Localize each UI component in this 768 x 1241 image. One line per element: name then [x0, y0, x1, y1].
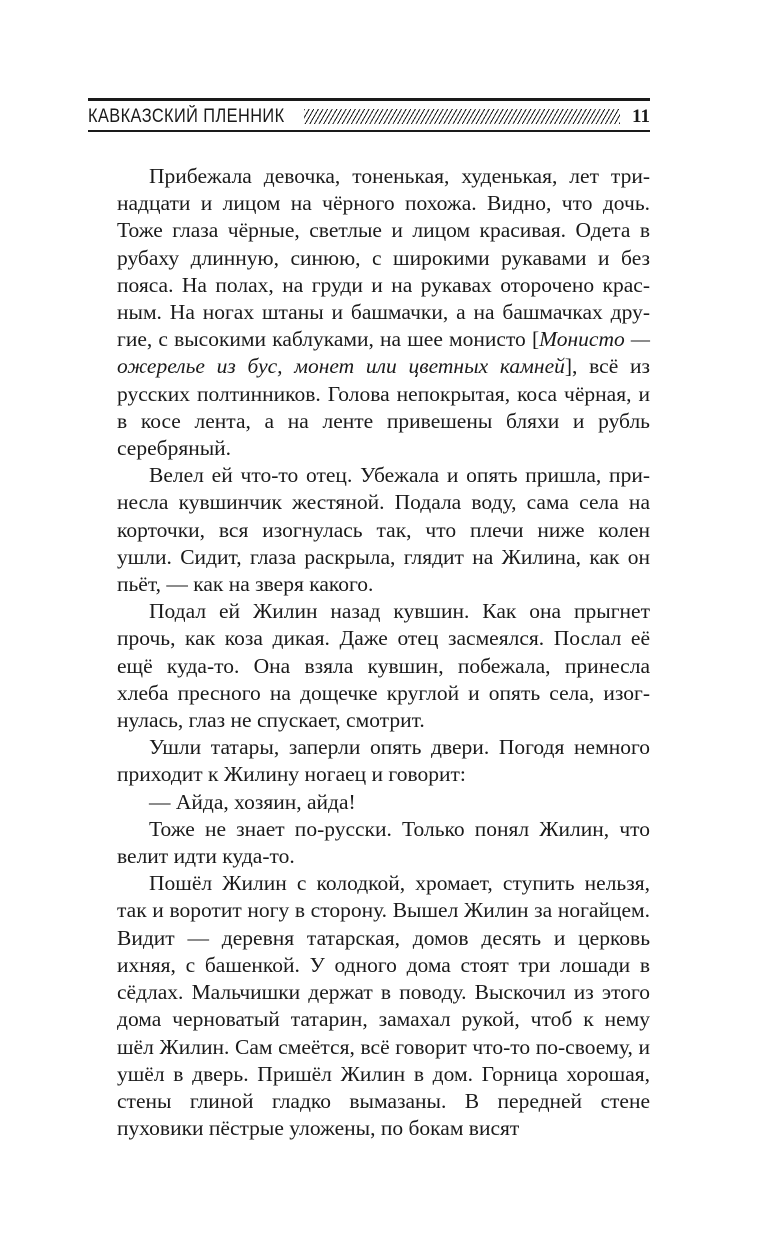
paragraph-text: ], всё из русских полтинников. Голова непокрытая, коса чёрная, и в косе лента, а на ленте привешены бляхи и рубль серебряный.: [117, 354, 650, 461]
header-bottom-rule: [88, 130, 650, 132]
paragraph: Ушли татары, заперли опять двери. Погодя немного приходит к Жилину ногаец и говорит:: [117, 735, 650, 787]
paragraph: Тоже не знает по-русски. Только понял Жилин, что велит идти куда-то.: [117, 816, 650, 869]
page-number: 11: [632, 106, 650, 127]
paragraph-text: Прибежала девочка, тоненькая, худенькая, лет тринадцати и лицом на чёрного похожа. Видно, что дочь. Тоже глаза чёрные, светлые и лицом красивая. Одета в рубаху длинную, синюю, с широкими рукавами и без пояса. На полах, на груди и на рукавах оторочено красным. На ногах штаны и башмачки, а на башмачках другие, с высокими каблуками, на шее монисто [: [117, 164, 650, 352]
paragraph: Подал ей Жилин назад кувшин. Как она прыгнет прочь, как коза дикая. Даже отец засмеялся. Послал её ещё куда-то. Она взяла кувшин, побежала, принесла хлеба пресного на дощечке круглой и опять села, изогнулась, глаз не спускает, смотрит.: [117, 599, 650, 733]
running-title: КАВКАЗСКИЙ ПЛЕННИК: [88, 106, 285, 127]
body-text: [117, 163, 650, 1142]
header-top-rule: [88, 98, 650, 101]
paragraph: — Айда, хозяин, айда!: [149, 789, 356, 814]
running-header: [88, 96, 650, 136]
footnote-gloss: Монисто — ожерелье из бус, монет или цветных камней: [117, 327, 650, 379]
paragraph: Пошёл Жилин с колодкой, хромает, ступить нельзя, так и воротит ногу в сторону. Вышел Жилин за ногайцем. Видит — деревня татарская, домов десять и церковь ихняя, с башенкой. У одного дома стоят три лошади в сёдлах. Мальчишки держат в поводу. Выскочил из этого дома черноватый татарин, замахал рукой, чтоб к нему шёл Жилин. Сам смеётся, всё говорит что-то по-своему, и ушёл в дверь. Пришёл Жилин в дом. Горница хорошая, стены глиной гладко вымазаны. В передней стене пуховики пёстрые уложены, по бокам висят: [117, 871, 650, 1141]
header-hatch-ornament: [304, 109, 620, 124]
paragraph: [117, 163, 650, 462]
paragraph: Велел ей что-то отец. Убежала и опять пришла, принесла кувшинчик жестяной. Подала воду, сама села на корточки, вся изогнулась так, что плечи ниже колен ушли. Сидит, глаза раскрыла, глядит на Жилина, как он пьёт, — как на зверя какого.: [117, 463, 650, 597]
